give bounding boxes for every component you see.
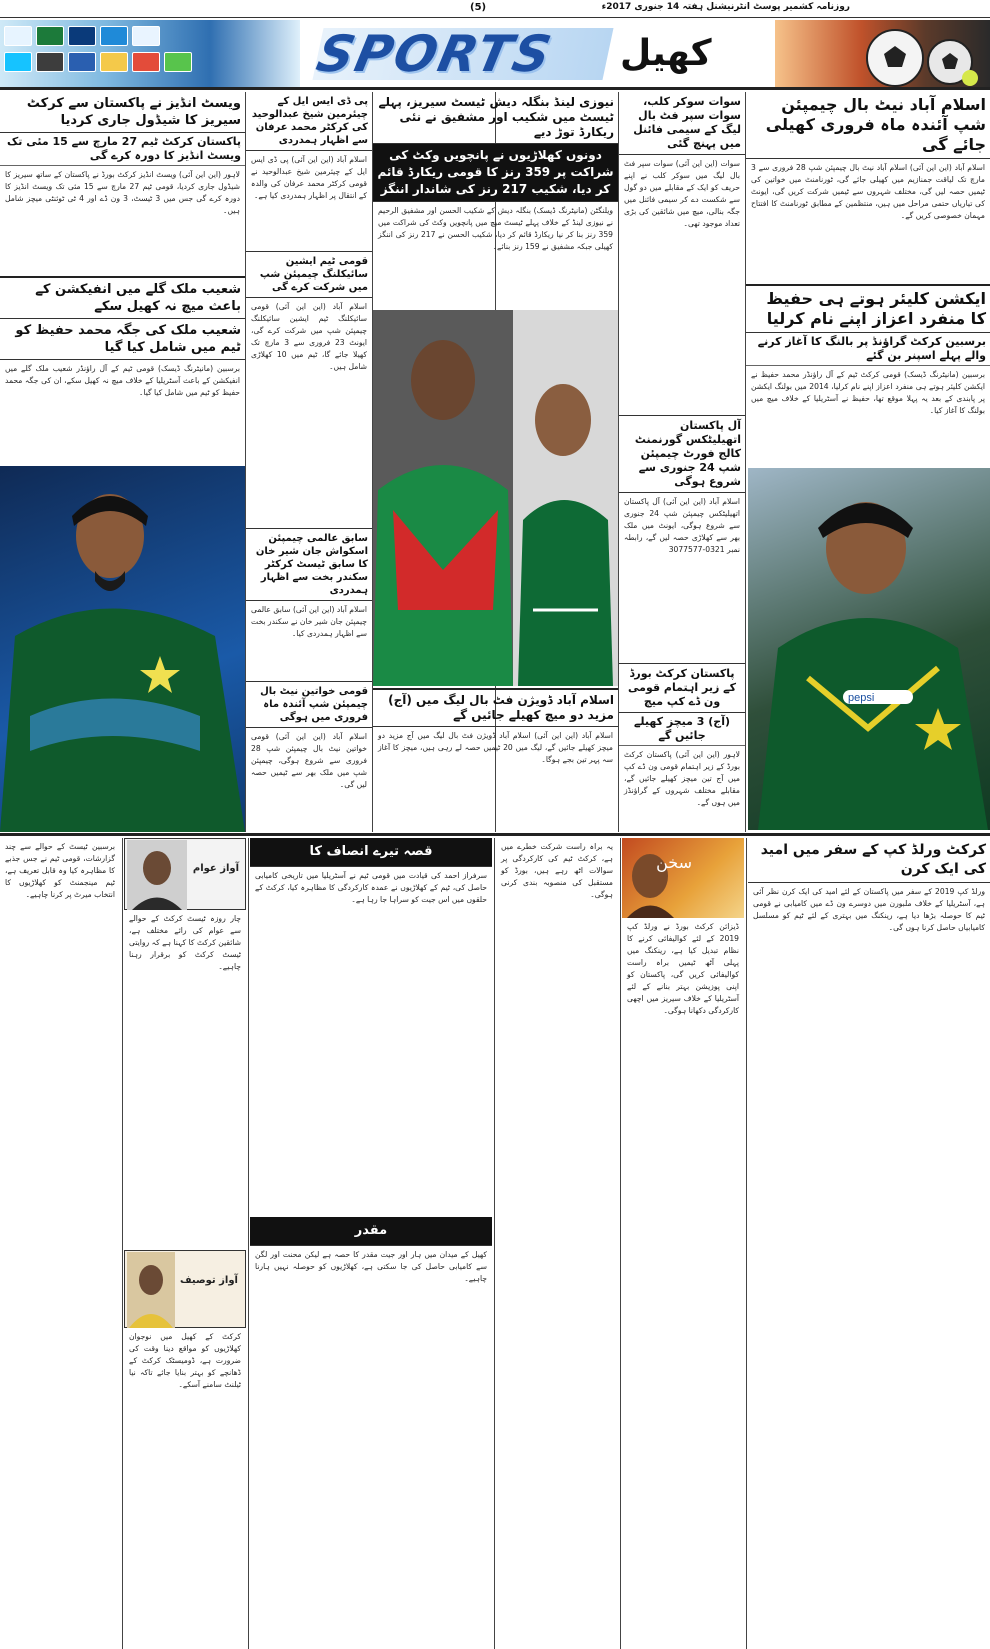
jansher-body: اسلام آباد (این این آئی) سابق عالمی چیمپئن جان شیر خان نے سکندر بخت سے اظہار ہمدردی کیا۔: [251, 605, 367, 638]
cycling-headline: قومی ٹیم ایشین سائیکلنگ چیمپئن شپ میں شرکت کرے گی: [246, 251, 372, 298]
football-league-article: [373, 688, 618, 832]
ball-icon: [132, 52, 160, 72]
ball-icon: [100, 26, 128, 46]
world-cup-hope-headline: کرکٹ ورلڈ کپ کے سفر میں امید کی ایک کرن: [748, 838, 990, 883]
pcb-headline: پاکستان کرکٹ بورڈ کے زیر اہتمام قومی ون ڈے کپ میچ: [619, 663, 745, 713]
player-portrait-icon: [748, 468, 990, 830]
player-portrait-icon: [0, 466, 245, 832]
jansher-headline: سابق عالمی چیمپئن اسکواش جان شیر خان کا سابق ٹیسٹ کرکٹر سکندر بخت سے اظہار ہمدردی: [246, 528, 372, 601]
awaz-column: [124, 838, 246, 1649]
swat-body: سوات (این این آئی) سوات سپر فٹ بال لیگ میں سوکر کلب نے اپنے حریف کو ایک کے مقابلے میں دو گول سے شکست دے کر سیمی فائنل میں جگہ بنالی، میچ میں شائقین کی بڑی تعداد موجود تھی۔: [624, 159, 740, 228]
hafeez-body: برسبین (مانیٹرنگ ڈیسک) قومی کرکٹ ٹیم کے آل راؤنڈر محمد حفیظ نے ایکشن کلیئر ہوتے ہی منفرد اعزاز اپنے نام کرلیا، 2014 میں بولنگ ایکشن پر پابندی کے بعد یہ پہلا موقع تھا، حفیظ نے آسٹریلیا کے خلاف میچ میں بولنگ کا آغاز کیا۔: [751, 370, 985, 415]
dateline: روزنامہ کشمیر پوسٹ انٹرنیشنل ہفتہ 14 جنوری 2017ء: [601, 2, 850, 12]
hafeez-headline: ایکشن کلیئر ہوتے ہی حفیظ کا منفرد اعزاز اپنے نام کرلیا: [746, 284, 990, 333]
columnist-portrait-icon: [127, 840, 187, 910]
ball-icon: [132, 26, 160, 46]
pdsl-body: اسلام آباد (این این آئی) پی ڈی ایس ایل کے چیئرمین شیخ عبدالوحید نے قومی کرکٹر محمد عرفان کی والدہ کے انتقال پر اظہار ہمدردی کیا ہے۔: [251, 155, 367, 200]
tauseef-columnist-box: [124, 1250, 246, 1328]
sports-title: SPORTS: [312, 28, 613, 80]
malik-headline: شعیب ملک گلے میں انفیکشن کے باعث میچ نہ کھیل سکے: [0, 276, 245, 319]
awaz-body: چار روزہ ٹیسٹ کرکٹ کے حوالے سے عوام کی رائے مختلف ہے، شائقین کرکٹ کا کہنا ہے کہ روایتی ٹیسٹ کرکٹ کو برقرار رہنا چاہیے۔: [129, 914, 241, 971]
ball-icon: [68, 26, 96, 46]
hafeez-photo: [748, 468, 990, 830]
insaf-headline: قصہ تیرے انصاف کا: [250, 838, 492, 867]
bangladesh-headline: نیوزی لینڈ بنگلہ دیش ٹیسٹ سیریز، پہلے ٹیسٹ میں شکیب اور مشفیق نے نئی ریکارڈ توڑ دیے: [373, 92, 618, 144]
netball-article: [746, 92, 990, 472]
malik-body: برسبین (مانیٹرنگ ڈیسک) قومی ٹیم کے آل راؤنڈر شعیب ملک گلے میں انفیکشن کے باعث آسٹریلیا کے خلاف میچ نہ کھیل سکے، ان کی جگہ محمد حفیظ کو ٹیم میں شامل کیا گیا۔: [5, 364, 240, 397]
bangladesh-headline-inverted: دونوں کھلاڑیوں نے پانچویں وکٹ کی شراکت پر 359 رنز کا قومی ریکارڈ قائم کر دیا، شکیب 217 رنز کی شاندار اننگز: [373, 144, 618, 202]
page-number: (5): [470, 2, 487, 13]
players-portrait-icon: [373, 310, 618, 686]
commentary-body: یہ براہ راست شرکت خطرے میں ہے، کرکٹ ٹیم کی کارکردگی پر سوالات اٹھ رہے ہیں، بورڈ کو مستقبل کی منصوبہ بندی کرنی ہوگی۔: [501, 842, 613, 899]
ball-icon: [36, 52, 64, 72]
awaz-label: آواز عوام: [192, 863, 240, 874]
muqaddar-body: کھیل کے میدان میں ہار اور جیت مقدر کا حصہ ہے لیکن محنت اور لگن سے کامیابی حاصل کی جا سکتی ہے، کھلاڑیوں کو حوصلہ نہیں ہارنا چاہیے۔: [255, 1250, 487, 1283]
svg-text:pepsi: pepsi: [848, 692, 875, 704]
insaf-column: [250, 838, 492, 1649]
football-icon: [775, 20, 990, 90]
west-indies-subheadline: پاکستان کرکٹ ٹیم 27 مارچ سے 15 مئی تک ویسٹ انڈیز کا دورہ کرے گی: [0, 133, 245, 166]
hafeez-subheadline: برسبین کرکٹ گراؤنڈ پر بالنگ کا آغاز کرنے والے پہلے اسپنر بن گئے: [746, 333, 990, 366]
shoaib-malik-photo: [0, 466, 245, 832]
commentary-column: [496, 838, 618, 1649]
urdu-sports-title: کھیل: [620, 33, 712, 74]
ball-icon: [36, 26, 64, 46]
columnist-portrait-icon: [127, 1252, 175, 1328]
pdsl-headline: پی ڈی ایس ایل کے چیئرمین شیخ عبدالوحید کی کرکٹر محمد عرفان سے اظہار ہمدردی: [246, 92, 372, 151]
columnist-portrait-icon: [622, 838, 744, 918]
sukhan-body: ڈیزائن کرکٹ بورڈ نے ورلڈ کپ 2019 کے لئے کوالیفائی کرنے کا نظام تبدیل کیا ہے، رینکنگ میں پہلی آٹھ ٹیمیں براہ راست کوالیفائی کریں گی، پاکستان کو اپنی پوزیشن بہتر بنانے کے لئے آسٹریلیا کے خلاف سیریز میں اچھی کارکردگی دکھانا ہوگی۔: [627, 922, 739, 1015]
mid-column: [246, 92, 372, 832]
section-divider: [0, 833, 990, 836]
football-league-body: اسلام آباد (این این آئی) اسلام آباد ڈویژن فٹ بال لیگ میں آج مزید دو میچز کھیلے جائیں گے، لیگ میں 20 ٹیمیں حصہ لے رہی ہیں، میچز کا آغاز سہ پہر تین بجے ہوگا۔: [378, 731, 613, 764]
muqaddar-headline: مقدر: [250, 1217, 492, 1246]
sports-balls-banner: [0, 20, 300, 90]
athletics-headline: آل پاکستان اتھیلیٹکس گورنمنٹ کالج فورٹ چیمپئن شپ 24 جنوری سے شروع ہوگی: [619, 415, 745, 493]
netball-body: اسلام آباد (این این آئی) اسلام آباد نیٹ بال چیمپئن شپ 28 فروری سے 3 مارچ تک لیاقت جمنازیم میں کھیلی جائے گی، ٹورنامنٹ میں خواتین کی ٹیمیں حصہ لیں گی، مختلف شہروں سے ٹیمیں شرکت کریں گی، ایونٹ کی تیاریاں حتمی مراحل میں ہیں، منتظمین کے مطابق ٹورنامنٹ کا افتتاح مہمان خصوصی کریں گے۔: [751, 163, 985, 220]
brisbane-column: [0, 838, 120, 1649]
shakib-mushfiq-photo: [373, 310, 618, 686]
pcb-body: لاہور (این این آئی) پاکستان کرکٹ بورڈ کے زیر اہتمام قومی ون ڈے کپ میں آج تین میچز کھیلے جائیں گے، مقابلے مختلف شہروں کے گراؤنڈز میں ہوں گے۔: [624, 750, 740, 807]
cycling-body: اسلام آباد (این این آئی) قومی سائیکلنگ ٹیم ایشین سائیکلنگ چیمپئن شپ میں شرکت کرے گی، ایونٹ 23 فروری سے 3 مارچ تک کھیلا جائے گا، ٹیم میں 10 کھلاڑی شامل ہیں۔: [251, 302, 367, 371]
bangladesh-article: [373, 92, 618, 332]
west-indies-article: [0, 92, 245, 464]
ball-icon: [100, 52, 128, 72]
ball-icon: [68, 52, 96, 72]
women-netball-headline: قومی خواتین نیٹ بال چیمپئن شپ آئندہ ماہ فروری میں ہوگی: [246, 681, 372, 728]
tauseef-label: آواز توصیف: [180, 1275, 238, 1286]
world-cup-hope-body: ورلڈ کپ 2019 کے سفر میں پاکستان کے لئے امید کی ایک کرن نظر آئی ہے، آسٹریلیا کے خلاف ملبورن میں دوسرے ون ڈے میں کامیابی نے قومی ٹیم کا حوصلہ بڑھا دیا ہے، رینکنگ میں بہتری کے لئے ٹیم کو مسلسل کامیابیاں حاصل کرنا ہوں گی۔: [753, 887, 985, 932]
brisbane-body: برسبین ٹیسٹ کے حوالے سے چند گزارشات، قومی ٹیم نے جس جذبے کا مظاہرہ کیا وہ قابل تعریف ہے، ٹیم مینجمنٹ کو کھلاڑیوں کا انتخاب میرٹ پر کرنا چاہیے۔: [5, 842, 115, 899]
bangladesh-body: ویلنگٹن (مانیٹرنگ ڈیسک) بنگلہ دیش کے شکیب الحسن اور مشفیق الرحیم نے نیوزی لینڈ کے خلاف پہلے ٹیسٹ میچ میں پانچویں وکٹ کی شراکت میں 359 رنز بنا کر نیا ریکارڈ قائم کر دیا، شکیب الحسن نے 217 رنز کی اننگز کھیلی جبکہ مشفیق نے 159 رنز بنائے۔: [378, 206, 613, 251]
ball-icon: [4, 26, 32, 46]
swat-headline: سوات سوکر کلب، سوات سپر فٹ بال لیگ کے سیمی فائنل میں پہنچ گئی: [619, 92, 745, 155]
west-indies-body: لاہور (این این آئی) ویسٹ انڈیز کرکٹ بورڈ نے پاکستان کے ساتھ سیریز کا شیڈول جاری کردیا، قومی ٹیم 27 مارچ سے 15 مئی تک ویسٹ انڈیز کا دورہ کرے گی جس میں 3 ٹیسٹ، 3 ون ڈے اور 4 ٹی ٹوئنٹی میچز شامل ہیں۔: [5, 170, 240, 215]
ball-icon: [4, 52, 32, 72]
ball-icon: [164, 52, 192, 72]
world-cup-hope-column: [748, 838, 990, 1649]
sukhan-label: سخن: [656, 853, 692, 872]
tauseef-body: کرکٹ کے کھیل میں نوجوان کھلاڑیوں کو مواقع دینا وقت کی ضرورت ہے، ڈومیسٹک کرکٹ کے ڈھانچے کو بہتر بنایا جائے تاکہ نیا ٹیلنٹ سامنے آسکے۔: [129, 1332, 241, 1389]
west-indies-headline: ویسٹ انڈیز نے پاکستان سے کرکٹ سیریز کا شیڈول جاری کردیا: [0, 92, 245, 133]
football-league-headline: اسلام آباد ڈویژن فٹ بال لیگ میں (آج) مزید دو میچ کھیلے جائیں گے: [373, 688, 618, 727]
satellite-column: [619, 92, 745, 832]
women-netball-body: اسلام آباد (این این آئی) قومی خواتین نیٹ بال چیمپئن شپ 28 فروری سے شروع ہوگی، چیمپئن شپ میں ملک بھر سے ٹیمیں حصہ لیں گی۔: [251, 732, 367, 789]
netball-headline: اسلام آباد نیٹ بال چیمپئن شپ آئندہ ماہ فروری کھیلی جائے گی: [746, 92, 990, 159]
awaz-columnist-box: [124, 838, 246, 910]
top-dateline-bar: [0, 0, 990, 18]
sukhan-column: [622, 838, 744, 1649]
pcb-subheadline: (آج) 3 میچز کھیلے جائیں گے: [619, 713, 745, 746]
athletics-body: اسلام آباد (این این آئی) آل پاکستان اتھیلیٹکس چیمپئن شپ 24 جنوری سے شروع ہوگی، ایونٹ میں ملک بھر سے کھلاڑی حصہ لیں گے، رابطہ نمبر 0321-3077577: [624, 497, 740, 554]
sports-masthead: [0, 20, 990, 90]
insaf-body: سرفراز احمد کی قیادت میں قومی ٹیم نے آسٹریلیا میں تاریخی کامیابی حاصل کی، ٹیم کے کھلاڑیوں نے عمدہ کارکردگی کا مظاہرہ کیا، کرکٹ کے حلقوں میں اس جیت کو سراہا جا رہا ہے۔: [255, 871, 487, 904]
sukhan-columnist-photo: [622, 838, 744, 918]
football-banner: [775, 20, 990, 90]
malik-subheadline: شعیب ملک کی جگہ محمد حفیظ کو ٹیم میں شامل کیا گیا: [0, 319, 245, 360]
